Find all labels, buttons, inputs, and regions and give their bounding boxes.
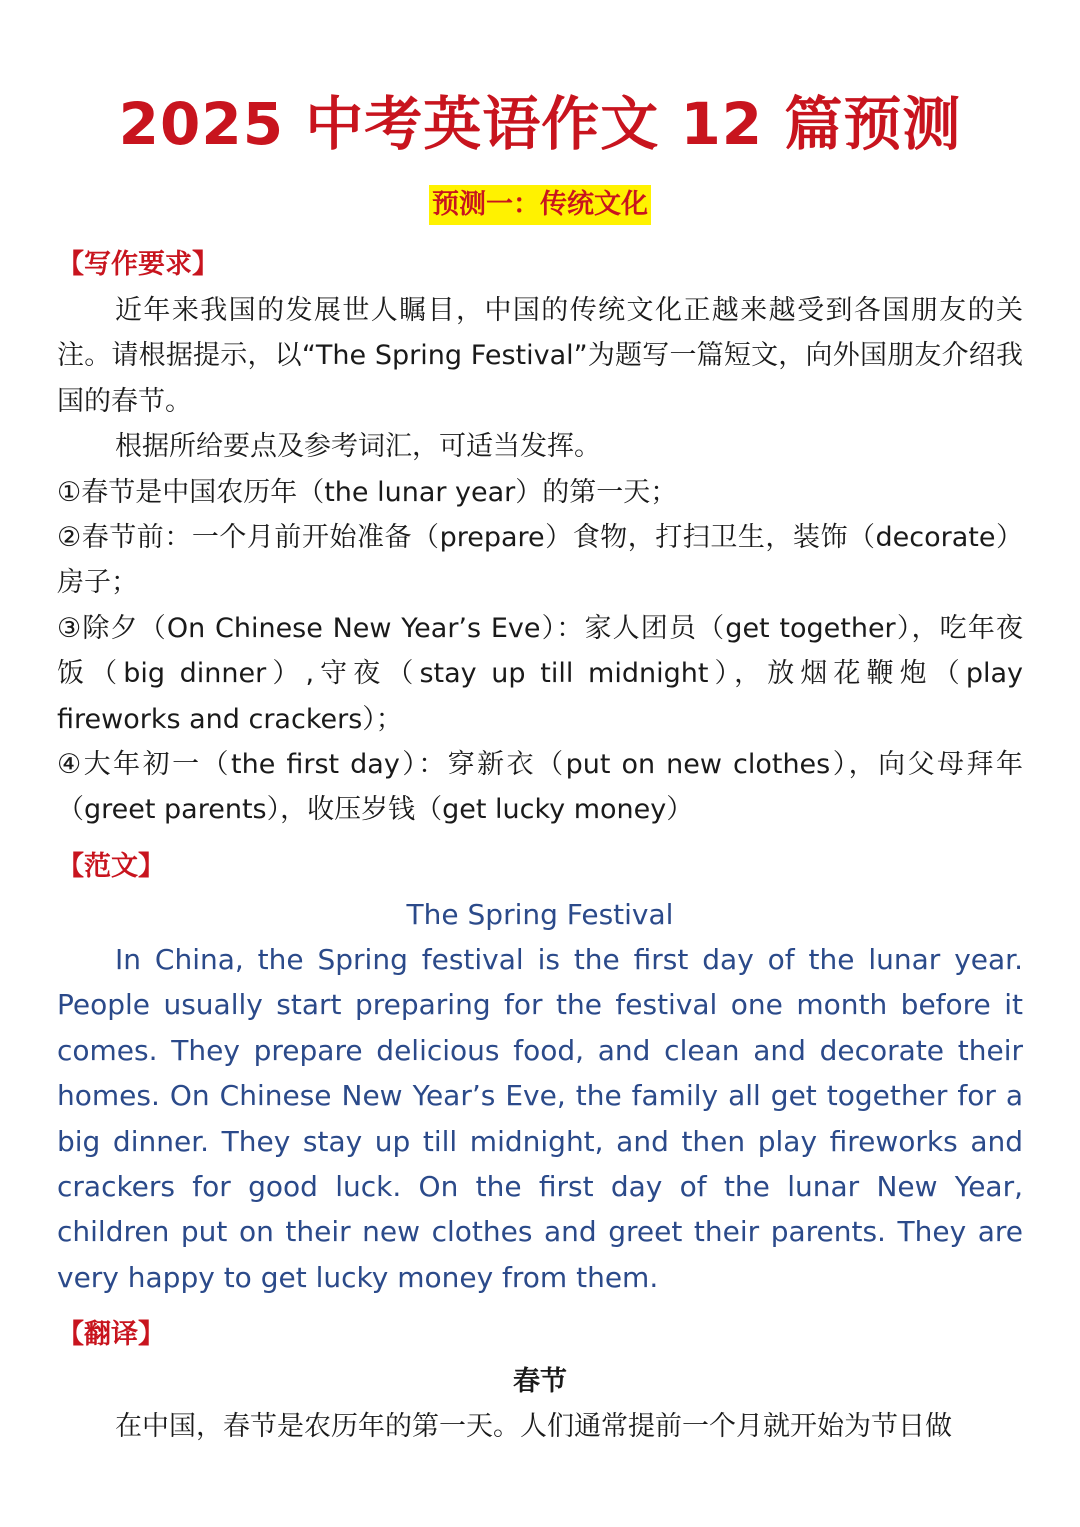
requirement-point-2: ②春节前：一个月前开始准备（prepare）食物，打扫卫生，装饰（decorate）房子； (57, 522, 1023, 599)
model-essay (57, 937, 1023, 1300)
requirements-intro: 近年来我国的发展世人瞩目，中国的传统文化正越来越受到各国朋友的关注。请根据提示，以“The Spring Festival”为题写一篇短文，向外国朋友介绍我国的春节。 (57, 295, 1023, 417)
requirement-point-4: ④大年初一（the first day）：穿新衣（put on new clothes），向父母拜年（greet parents），收压岁钱（get lucky money） (57, 749, 1023, 826)
essay-body: In China, the Spring festival is the first day of the lunar year. People usually start preparing for the festival one month before it comes. They prepare delicious food, and clean and decorate their homes. On Chinese New Year’s Eve, the family all get together for a big dinner. They stay up till midnight, and then play fireworks and crackers for good luck. On the first day of the lunar New Year, children put on their new clothes and greet their parents. They are very happy to get lucky money from them. (57, 943, 1023, 1294)
essay-title: The Spring Festival (406, 898, 674, 931)
subtitle-wrap (0, 185, 1080, 225)
requirements-label: 【写作要求】 (57, 249, 219, 280)
requirements-instruction: 根据所给要点及参考词汇，可适当发挥。 (115, 431, 601, 463)
requirement-point-1: ①春节是中国农历年（the lunar year）的第一天； (57, 476, 678, 508)
translation-title: 春节 (513, 1366, 567, 1397)
page-title: 2025 中考英语作文 12 篇预测 (118, 90, 962, 158)
subtitle-highlight: 预测一：传统文化 (429, 185, 651, 225)
translation-body: 在中国，春节是农历年的第一天。人们通常提前一个月就开始为节日做 (115, 1411, 952, 1442)
translation-label: 【翻译】 (57, 1319, 165, 1350)
requirements-block (57, 288, 1023, 833)
requirement-point-3: ③除夕（On Chinese New Year’s Eve）：家人团员（get together），吃年夜饭（big dinner）,守夜（stay up till midnight），放烟花鞭炮（play fireworks and crackers）； (57, 612, 1023, 735)
model-essay-label: 【范文】 (57, 851, 165, 882)
translation-block (57, 1404, 1023, 1449)
